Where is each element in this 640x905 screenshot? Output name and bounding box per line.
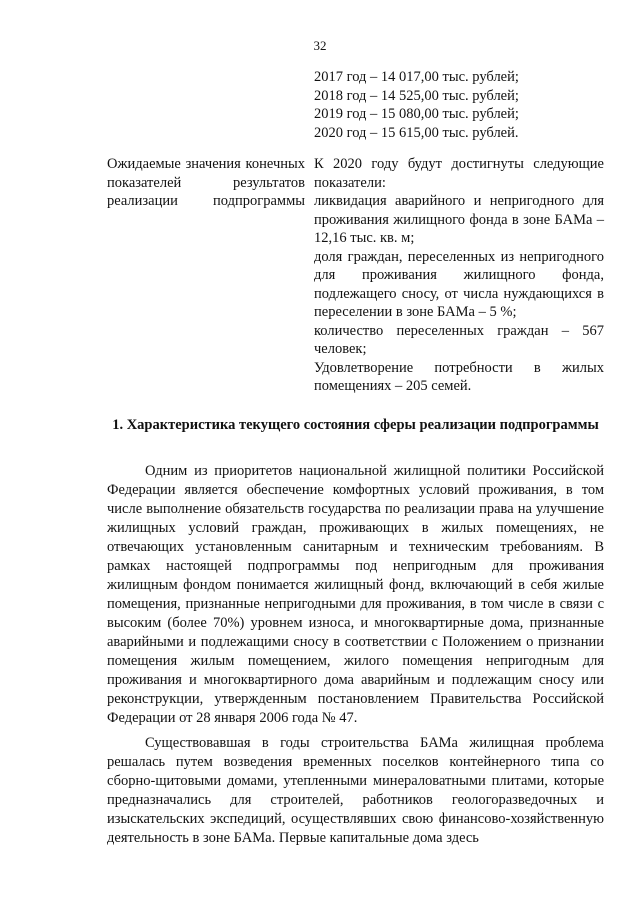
expected-results-item: количество переселенных граждан – 567 человек; <box>314 322 604 357</box>
expected-results-item: доля граждан, переселенных из непригодного для проживания жилищного фонда, подлежащего сносу, от числа нуждающихся в переселении в зоне БАМа – 5 %; <box>314 248 604 320</box>
section-title: 1. Характеристика текущего состояния сферы реализации подпрограммы <box>112 417 599 433</box>
section-body <box>107 462 604 854</box>
funding-line: 2018 год – 14 525,00 тыс. рублей; <box>314 87 519 104</box>
expected-results-value <box>314 155 604 396</box>
expected-results-item: К 2020 году будут достигнуты следующие показатели: <box>314 156 604 191</box>
body-paragraph: Существовавшая в годы строительства БАМа жилищная проблема решалась путем возведения временных поселков контейнерного типа со сборно-щитовыми домами, утепленными минераловатными плитами, которые предназначались для строителей, работников геологоразведочных и изыскательских экспедиций, осуществлявших свою финансово-хозяйственную деятельность в зоне БАМа. Первые капитальные дома здесь <box>107 735 604 846</box>
funding-line: 2020 год – 15 615,00 тыс. рублей. <box>314 124 519 141</box>
expected-results-item: ликвидация аварийного и непригодного для проживания жилищного фонда в зоне БАМа – 12,16 тыс. кв. м; <box>314 193 604 246</box>
funding-line: 2017 год – 14 017,00 тыс. рублей; <box>314 69 519 85</box>
page-number: 32 <box>313 38 327 53</box>
expected-results-item: Удовлетворение потребности в жилых помещениях – 205 семей. <box>314 359 604 394</box>
body-paragraph: Одним из приоритетов национальной жилищной политики Российской Федерации является обеспечение комфортных условий проживания, в том числе выполнение обязательств государства по реализации права на улучшение жилищных условий граждан, проживающих в жилых помещениях, не отвечающих установленным санитарным и техническим требованиям. В рамках настоящей подпрограммы под непригодным для проживания жилищным фондом понимается жилищный фонд, включающий в себя жилые помещения, признанные непригодными для проживания, в том числе в связи с высоким (более 70%) уровнем износа, и многоквартирные дома, признанные аварийными и подлежащими сносу в соответствии с Положением о признании помещения жилым помещением, жилого помещения непригодным для проживания и многоквартирного дома аварийным и подлежащим сносу или реконструкции, утвержденным постановлением Правительства Российской Федерации от 28 января 2006 года № 47. <box>107 463 604 726</box>
expected-results-label: Ожидаемые значения конечных показателей результатов реализации подпрограммы <box>107 156 305 209</box>
funding-line: 2019 год – 15 080,00 тыс. рублей; <box>314 106 519 122</box>
funding-list <box>314 68 604 142</box>
